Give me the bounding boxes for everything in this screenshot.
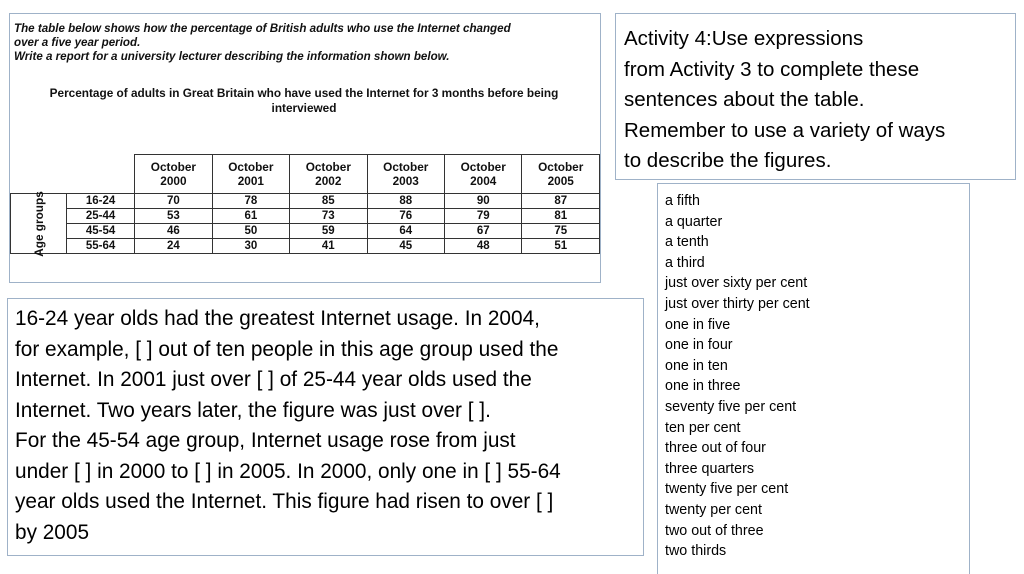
task-image: [9, 13, 601, 283]
expression-item: a third: [665, 254, 705, 271]
table-cell: 61: [212, 209, 289, 224]
row-group-label: Age groups: [11, 194, 67, 254]
empty-corner: [11, 155, 67, 194]
gap-fill-passage: [7, 298, 644, 556]
task-instructions: [14, 22, 594, 64]
activity-line: from Activity 3 to complete these: [624, 57, 920, 81]
expression-list: [657, 183, 970, 574]
expression-item: just over thirty per cent: [665, 295, 810, 312]
table-cell: 51: [522, 239, 600, 254]
table-cell: 67: [444, 224, 521, 239]
table-cell: 75: [522, 224, 600, 239]
age-group-cell: 45-54: [67, 224, 135, 239]
expression-item: two out of three: [665, 522, 764, 539]
expression-item: just over sixty per cent: [665, 275, 808, 292]
column-header: October 2000: [135, 155, 212, 194]
table-cell: 24: [135, 239, 212, 254]
expression-item: two thirds: [665, 543, 727, 560]
table-cell: 45: [367, 239, 444, 254]
table-cell: 87: [522, 194, 600, 209]
age-group-cell: 55-64: [67, 239, 135, 254]
column-header: October 2002: [290, 155, 367, 194]
expression-item: a quarter: [665, 213, 723, 230]
table-cell: 64: [367, 224, 444, 239]
activity-line: Activity 4:Use expressions: [624, 27, 864, 50]
table-cell: 30: [212, 239, 289, 254]
task-line: over a five year period.: [14, 36, 141, 49]
column-header: October 2003: [367, 155, 444, 194]
expression-item: a fifth: [665, 193, 700, 209]
table-cell: 41: [290, 239, 367, 254]
expression-item: three out of four: [665, 440, 766, 457]
expression-item: three quarters: [665, 460, 755, 477]
expression-item: a tenth: [665, 234, 709, 251]
caption-line: Percentage of adults in Great Britain who have used the Internet for 3 months before being: [49, 86, 559, 100]
activity-line: Remember to use a variety of ways: [624, 118, 946, 142]
table-cell: 70: [135, 194, 212, 209]
expression-item: twenty per cent: [665, 501, 762, 518]
table-cell: 53: [135, 209, 212, 224]
task-line: The table below shows how the percentage of British adults who use the Internet changed: [14, 22, 511, 35]
table-row: [11, 239, 600, 254]
empty-corner: [67, 155, 135, 194]
table-cell: 81: [522, 209, 600, 224]
expression-item: seventy five per cent: [665, 398, 797, 415]
passage-text: 16-24 year olds had the greatest Internet usage. In 2004, for example, [ ] out of ten people in this age group used the Internet. In 2001 just over [ ] of 25-44 year olds used the Internet. Two years later, the figure was just over [ ]. For the 45-54 age group, Internet usage rose from just under [ ] in 2000 to [ ] in 2005. In 2000, only one in [ ] 55-64 year olds used the Internet. This figure had risen to over [ ] by 2005: [15, 307, 561, 544]
table-cell: 73: [290, 209, 367, 224]
expression-item: one in three: [665, 378, 741, 395]
expression-item: twenty five per cent: [665, 481, 789, 498]
table-cell: 79: [444, 209, 521, 224]
expression-item: one in four: [665, 337, 733, 354]
activity-line: sentences about the table.: [624, 88, 865, 111]
internet-usage-table: [10, 154, 600, 257]
activity-instructions: [615, 13, 1016, 180]
table-cell: 48: [444, 239, 521, 254]
table-cell: 59: [290, 224, 367, 239]
table-cell: 88: [367, 194, 444, 209]
expression-item: one in ten: [665, 357, 728, 374]
column-header: October 2004: [444, 155, 521, 194]
table-row: [11, 224, 600, 239]
table-row: [11, 209, 600, 224]
age-group-cell: 16-24: [67, 194, 135, 209]
table-caption: [14, 86, 594, 116]
table-header-row: [11, 155, 600, 194]
table-row: [11, 194, 600, 209]
column-header: October 2005: [522, 155, 600, 194]
table-cell: 90: [444, 194, 521, 209]
table-cell: 78: [212, 194, 289, 209]
age-group-cell: 25-44: [67, 209, 135, 224]
activity-line: to describe the figures.: [624, 149, 832, 172]
expression-item: ten per cent: [665, 419, 741, 436]
table-cell: 76: [367, 209, 444, 224]
task-line: Write a report for a university lecturer describing the information shown below.: [14, 50, 450, 63]
column-header: October 2001: [212, 155, 289, 194]
table-cell: 46: [135, 224, 212, 239]
caption-line: interviewed: [271, 101, 337, 115]
table-cell: 85: [290, 194, 367, 209]
table-cell: 50: [212, 224, 289, 239]
expression-item: one in five: [665, 316, 731, 333]
